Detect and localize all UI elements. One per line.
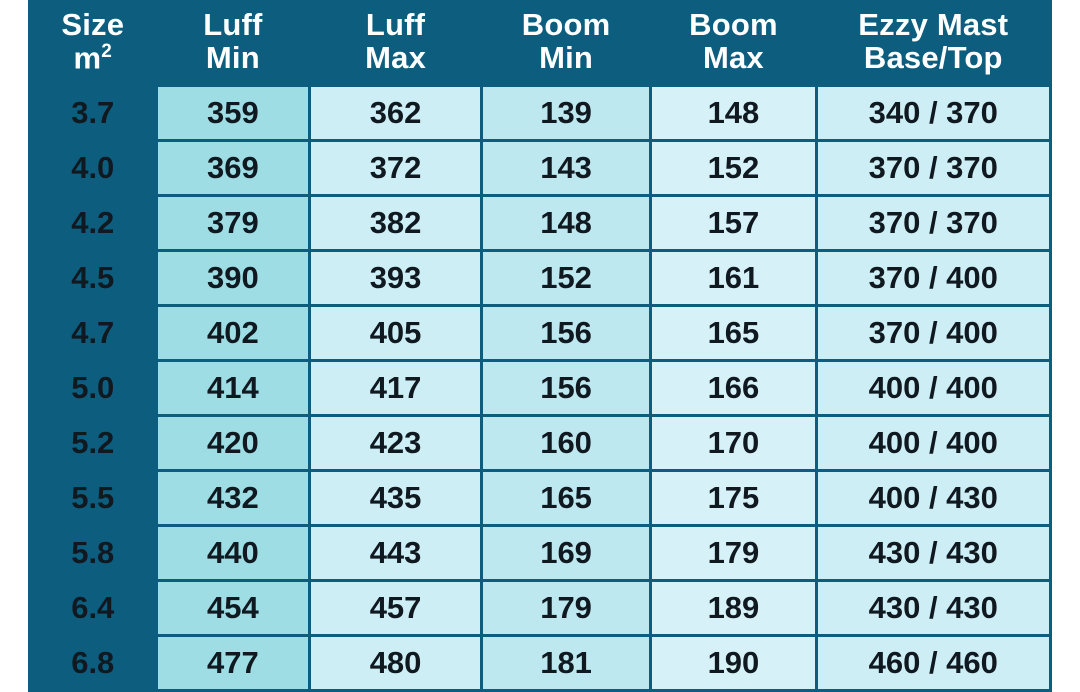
cell-luff-max: 393: [311, 252, 480, 304]
cell-luff-max: 443: [311, 527, 480, 579]
column-header-size-line2: $m^2$: [73, 39, 113, 75]
cell-size: 5.5: [31, 472, 155, 524]
cell-ezzy-mast: 340 / 370: [818, 87, 1049, 139]
column-header-luff-min-line2: Min: [205, 39, 260, 75]
cell-boom-min: 169: [483, 527, 649, 579]
cell-luff-max: 435: [311, 472, 480, 524]
cell-size: 4.0: [31, 142, 155, 194]
table-row: [31, 197, 1049, 249]
cell-luff-max: 457: [311, 582, 480, 634]
cell-size: 4.7: [31, 307, 155, 359]
column-header-luff-min: [158, 3, 309, 84]
cell-luff-max: 372: [311, 142, 480, 194]
cell-boom-max: 161: [652, 252, 814, 304]
cell-boom-min: 156: [483, 362, 649, 414]
column-header-ezzy-mast-line1: Ezzy Mast: [858, 7, 1009, 43]
table-row: [31, 142, 1049, 194]
column-header-size: [31, 3, 155, 84]
cell-boom-min: 148: [483, 197, 649, 249]
column-header-ezzy-mast-line2: Base/Top: [863, 39, 1003, 75]
cell-size: 5.2: [31, 417, 155, 469]
column-header-size-superscript: 2: [101, 40, 113, 62]
cell-luff-min: 454: [158, 582, 309, 634]
sail-specification-table: [28, 0, 1052, 692]
cell-boom-max: 166: [652, 362, 814, 414]
cell-ezzy-mast: 430 / 430: [818, 582, 1049, 634]
cell-luff-min: 359: [158, 87, 309, 139]
cell-size: 3.7: [31, 87, 155, 139]
cell-luff-min: 379: [158, 197, 309, 249]
cell-luff-min: 369: [158, 142, 309, 194]
cell-luff-max: 382: [311, 197, 480, 249]
cell-boom-min: 179: [483, 582, 649, 634]
cell-luff-max: 423: [311, 417, 480, 469]
cell-boom-max: 148: [652, 87, 814, 139]
column-header-ezzy-mast: [818, 3, 1049, 84]
cell-ezzy-mast: 430 / 430: [818, 527, 1049, 579]
cell-ezzy-mast: 370 / 400: [818, 307, 1049, 359]
cell-ezzy-mast: 460 / 460: [818, 637, 1049, 689]
column-header-luff-max: [311, 3, 480, 84]
cell-boom-max: 179: [652, 527, 814, 579]
table-row: [31, 87, 1049, 139]
table-row: [31, 362, 1049, 414]
cell-size: 5.8: [31, 527, 155, 579]
table-row: [31, 637, 1049, 689]
column-header-boom-min-line1: Boom: [521, 7, 611, 43]
cell-boom-min: 181: [483, 637, 649, 689]
table-header-row-group: [31, 3, 1049, 84]
cell-boom-max: 190: [652, 637, 814, 689]
table-row: [31, 527, 1049, 579]
column-header-luff-min-line1: Luff: [203, 7, 263, 43]
table-row: [31, 472, 1049, 524]
cell-luff-max: 480: [311, 637, 480, 689]
cell-size: 4.5: [31, 252, 155, 304]
cell-luff-min: 414: [158, 362, 309, 414]
table-row: [31, 417, 1049, 469]
column-header-boom-max: [652, 3, 814, 84]
table-body: [31, 87, 1049, 689]
cell-ezzy-mast: 370 / 370: [818, 197, 1049, 249]
cell-luff-max: 362: [311, 87, 480, 139]
cell-luff-min: 402: [158, 307, 309, 359]
cell-ezzy-mast: 370 / 370: [818, 142, 1049, 194]
table-row: [31, 582, 1049, 634]
table-row: [31, 252, 1049, 304]
cell-boom-max: 170: [652, 417, 814, 469]
cell-boom-max: 165: [652, 307, 814, 359]
cell-boom-max: 175: [652, 472, 814, 524]
cell-ezzy-mast: 400 / 400: [818, 362, 1049, 414]
table-row: [31, 307, 1049, 359]
column-header-boom-max-line2: Max: [702, 39, 764, 75]
cell-boom-min: 143: [483, 142, 649, 194]
cell-size: 6.4: [31, 582, 155, 634]
column-header-luff-max-line2: Max: [365, 39, 427, 75]
cell-ezzy-mast: 400 / 430: [818, 472, 1049, 524]
cell-boom-min: 165: [483, 472, 649, 524]
cell-luff-max: 405: [311, 307, 480, 359]
table-header-row: [31, 3, 1049, 84]
cell-ezzy-mast: 400 / 400: [818, 417, 1049, 469]
cell-luff-min: 390: [158, 252, 309, 304]
cell-boom-min: 139: [483, 87, 649, 139]
column-header-size-line1: Size: [61, 7, 125, 42]
cell-boom-max: 157: [652, 197, 814, 249]
cell-luff-max: 417: [311, 362, 480, 414]
cell-boom-max: 189: [652, 582, 814, 634]
cell-boom-min: 160: [483, 417, 649, 469]
cell-size: 5.0: [31, 362, 155, 414]
column-header-boom-max-line1: Boom: [689, 7, 778, 43]
column-header-luff-max-line1: Luff: [365, 7, 426, 43]
cell-luff-min: 440: [158, 527, 309, 579]
cell-size: 4.2: [31, 197, 155, 249]
cell-ezzy-mast: 370 / 400: [818, 252, 1049, 304]
cell-size: 6.8: [31, 637, 155, 689]
cell-luff-min: 477: [158, 637, 309, 689]
cell-boom-min: 152: [483, 252, 649, 304]
column-header-boom-min-line2: Min: [539, 39, 594, 75]
cell-luff-min: 420: [158, 417, 309, 469]
cell-boom-max: 152: [652, 142, 814, 194]
cell-boom-min: 156: [483, 307, 649, 359]
column-header-boom-min: [483, 3, 649, 84]
cell-luff-min: 432: [158, 472, 309, 524]
